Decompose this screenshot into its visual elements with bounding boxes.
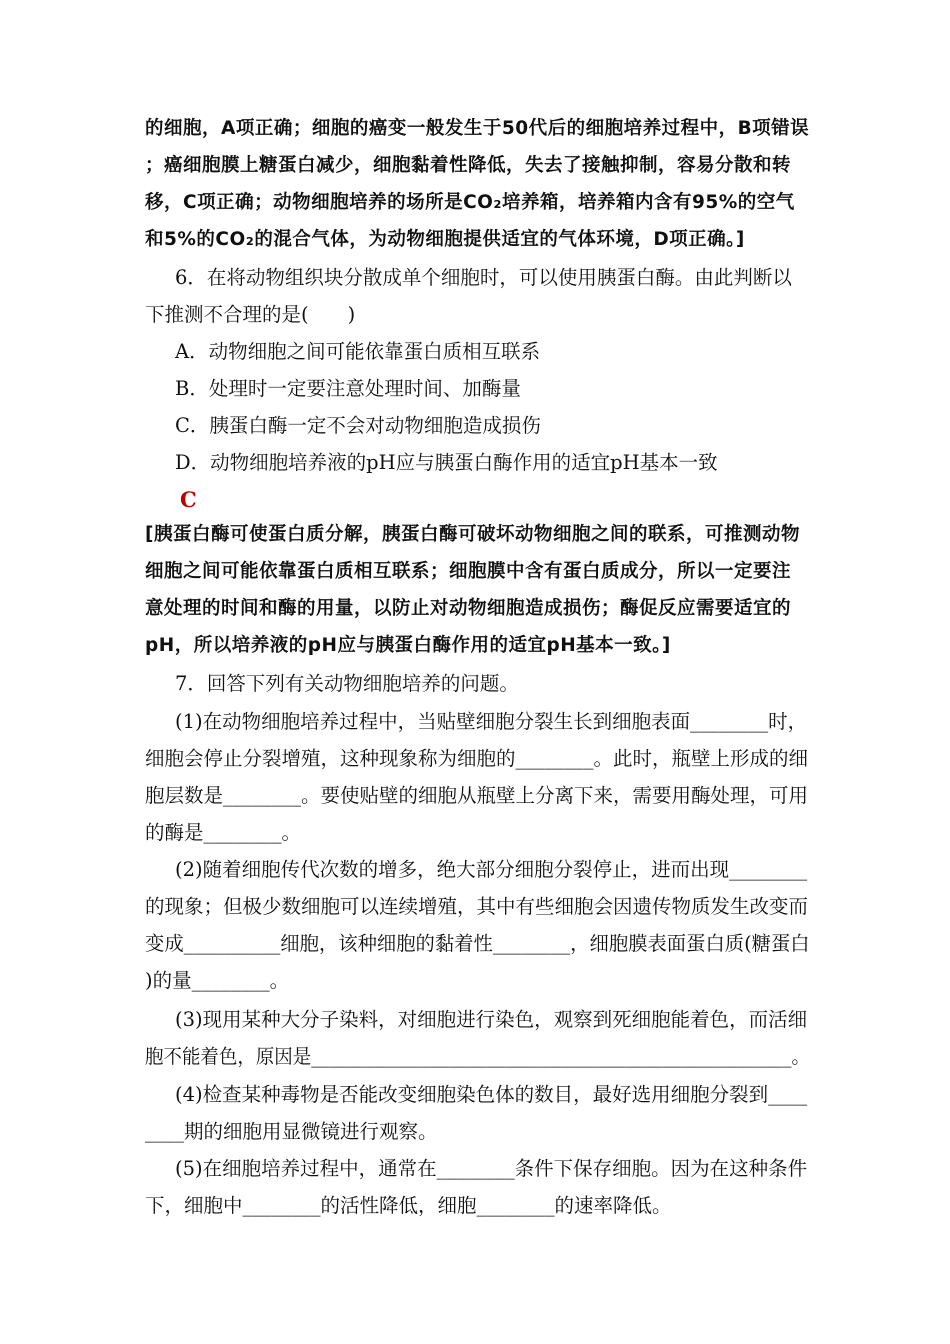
- question-6-stem-line-2: 下推测不合理的是( ): [145, 303, 356, 326]
- question-6-option-b: B．处理时一定要注意处理时间、加酶量: [175, 377, 521, 400]
- question-6-explanation-line-4: pH，所以培养液的pH应与胰蛋白酶作用的适宜pH基本一致。]: [145, 635, 671, 656]
- question-7-part-4-line-1: (4)检查某种毒物是否能改变细胞染色体的数目，最好选用细胞分裂到____: [175, 1083, 808, 1106]
- question-6-option-a: A．动物细胞之间可能依靠蛋白质相互联系: [175, 340, 541, 363]
- question-7-part-4-line-2: ____期的细胞用显微镜进行观察。: [145, 1120, 438, 1143]
- question-7-part-3-line-1: (3)现用某种大分子染料，对细胞进行染色，观察到死细胞能着色，而活细: [175, 1008, 808, 1031]
- question-6-explanation-line-1: [胰蛋白酶可使蛋白质分解，胰蛋白酶可破坏动物细胞之间的联系，可推测动物: [145, 524, 800, 545]
- question-7-part-1-line-2: 细胞会停止分裂增殖，这种现象称为细胞的________。此时，瓶壁上形成的细: [145, 747, 809, 770]
- question-7-stem: 7．回答下列有关动物细胞培养的问题。: [175, 672, 519, 695]
- question-7-part-2-line-2: 的现象；但极少数细胞可以连续增殖，其中有些细胞会因遗传物质发生改变而: [145, 895, 809, 918]
- question-6-option-d: D．动物细胞培养液的pH应与胰蛋白酶作用的适宜pH基本一致: [175, 451, 718, 474]
- question-6-explanation-line-2: 细胞之间可能依靠蛋白质相互联系；细胞膜中含有蛋白质成分，所以一定要注: [145, 561, 792, 582]
- question-7-part-3-line-2: 胞不能着色，原因是____________________________________________________。: [145, 1045, 811, 1068]
- explanation-5-line-1: 的细胞，A项正确；细胞的癌变一般发生于50代后的细胞培养过程中，B项错误: [145, 118, 810, 139]
- question-7-part-2-line-1: (2)随着细胞传代次数的增多，绝大部分细胞分裂停止，进而出现________: [175, 858, 808, 881]
- explanation-5-line-2: ；癌细胞膜上糖蛋白减少，细胞黏着性降低，失去了接触抑制，容易分散和转: [145, 155, 792, 176]
- explanation-5-line-4: 和5%的CO₂的混合气体，为动物细胞提供适宜的气体环境，D项正确。]: [145, 229, 745, 250]
- question-7-part-2-line-3: 变成__________细胞，该种细胞的黏着性________，细胞膜表面蛋白质(糖蛋白: [145, 932, 810, 955]
- question-6-stem-line-1: 6．在将动物组织块分散成单个细胞时，可以使用胰蛋白酶。由此判断以: [175, 266, 792, 289]
- explanation-5-line-3: 移，C项正确；动物细胞培养的场所是CO₂培养箱，培养箱内含有95%的空气: [145, 192, 795, 213]
- question-6-answer: C: [180, 487, 197, 512]
- question-7-part-1-line-4: 的酶是________。: [145, 821, 302, 844]
- question-7-part-1-line-1: (1)在动物细胞培养过程中，当贴壁细胞分裂生长到细胞表面________时，: [175, 710, 808, 733]
- question-7-part-5-line-1: (5)在细胞培养过程中，通常在________条件下保存细胞。因为在这种条件: [175, 1157, 808, 1180]
- question-6-option-c: C．胰蛋白酶一定不会对动物细胞造成损伤: [175, 414, 541, 437]
- question-6-explanation-line-3: 意处理的时间和酶的用量，以防止对动物细胞造成损伤；酶促反应需要适宜的: [145, 598, 792, 619]
- question-7-part-5-line-2: 下，细胞中________的活性降低，细胞________的速率降低。: [145, 1194, 672, 1217]
- question-7-part-1-line-3: 胞层数是________。要使贴壁的细胞从瓶壁上分离下来，需要用酶处理，可用: [145, 784, 809, 807]
- question-7-part-2-line-4: )的量________。: [145, 969, 290, 992]
